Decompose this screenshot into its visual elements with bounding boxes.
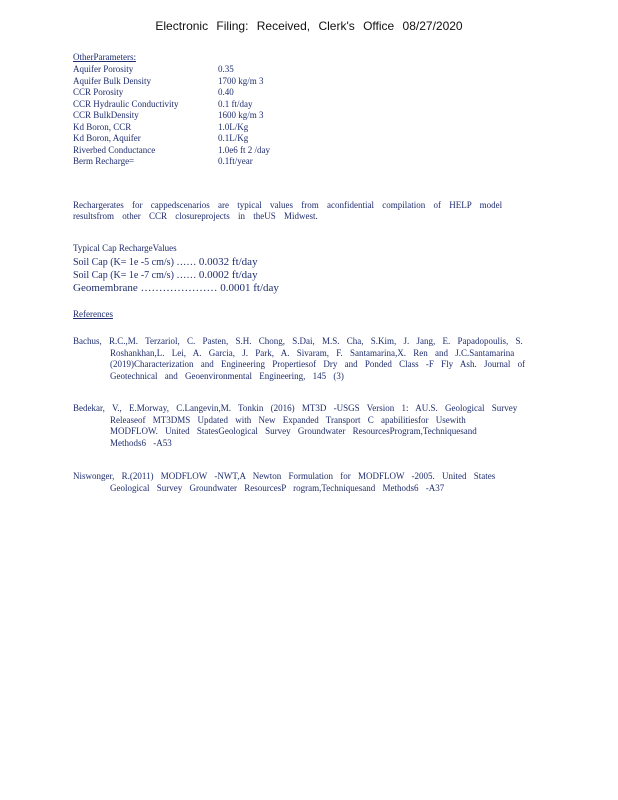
reference-first-line: Bachus, R.C.,M. Terzariol, C. Pasten, S.H. Chong, S.Dai, M.S. Cha, S.Kim, J. Jang, E. Papadopoulis, S. (73, 336, 523, 346)
typical-cap-block (73, 243, 279, 296)
reference-entry (73, 471, 543, 494)
parameter-name: CCR Porosity (73, 87, 124, 97)
recharge-note-line: Rechargerates for cappedscenarios are typical values from aconfidential compilation of HELP model (73, 200, 503, 210)
recharge-note (73, 200, 533, 222)
parameter-name: Berm Recharge= (73, 156, 135, 166)
parameter-name: Kd Boron, Aquifer (73, 133, 141, 143)
soil-cap-row (73, 256, 279, 269)
soil-cap-label: Soil Cap (K= 1e -7 cm/s) …… (73, 270, 197, 281)
parameter-name: Kd Boron, CCR (73, 121, 132, 132)
recharge-note-line: resultsfrom other CCR closureprojects in theUS Midwest. (73, 211, 318, 221)
soil-cap-value: 0.0032 ft/day (198, 256, 258, 268)
parameter-value: 1.0e6 ft 2 /day (218, 144, 270, 155)
other-parameters-title: OtherParameters: (73, 52, 136, 62)
typical-cap-title: Typical Cap RechargeValues (73, 243, 177, 253)
reference-entry (73, 336, 543, 382)
parameter-value: 1700 kg/m 3 (218, 75, 264, 86)
reference-line: Geotechnical and Geoenvironmental Engineering, 145 (3) (110, 370, 344, 381)
parameter-name: Aquifer Porosity (73, 64, 134, 74)
parameter-value: 0.1ft/year (218, 156, 253, 166)
reference-entry (73, 403, 543, 449)
reference-line: Releaseof MT3DMS Updated with New Expanded Transport C apabilitiesfor Usewith (110, 414, 466, 425)
geomembrane-row: Geomembrane ………………… 0.0001 ft/day (73, 282, 279, 294)
references-title: References (73, 309, 113, 319)
parameter-value: 0.1L/Kg (218, 133, 249, 143)
parameter-value: 1600 kg/m 3 (218, 110, 264, 120)
soil-cap-row (73, 269, 279, 282)
parameter-name: Aquifer Bulk Density (73, 75, 151, 86)
reference-first-line: Bedekar, V., E.Morway, C.Langevin,M. Tonkin (2016) MT3D -USGS Version 1: AU.S. Geological Survey (73, 403, 518, 413)
soil-cap-value: 0.0002 ft/day (198, 269, 258, 281)
filing-header: Electronic Filing: Received, Clerk's Office 08/27/2020 (155, 19, 463, 33)
reference-first-line: Niswonger, R.(2011) MODFLOW -NWT,A Newton Formulation for MODFLOW -2005. United States (73, 471, 496, 481)
reference-line: Geological Survey Groundwater ResourcesP rogram,Techniquesand Methods6 -A37 (110, 482, 445, 493)
reference-line: (2019)Characterization and Engineering Propertiesof Dry and Ponded Class -F Fly Ash. Journal of (110, 359, 526, 369)
parameter-name: CCR Hydraulic Conductivity (73, 98, 179, 109)
parameter-value: 0.1 ft/day (218, 98, 253, 109)
soil-cap-label: Soil Cap (K= 1e -5 cm/s) …… (73, 257, 197, 268)
reference-line: Roshankhan,L. Lei, A. Garcia, J. Park, A. Sivaram, F. Santamarina,X. Ren and J.C.Santamarina (110, 347, 515, 358)
parameter-value: 0.35 (218, 64, 234, 74)
parameter-name: CCR BulkDensity (73, 110, 139, 120)
reference-line: Methods6 -A53 (110, 437, 172, 448)
parameter-value: 1.0L/Kg (218, 121, 249, 132)
parameter-value: 0.40 (218, 87, 234, 97)
parameter-name: Riverbed Conductance (73, 144, 156, 155)
reference-line: MODFLOW. United StatesGeological Survey Groundwater ResourcesProgram,Techniquesand (110, 426, 477, 436)
